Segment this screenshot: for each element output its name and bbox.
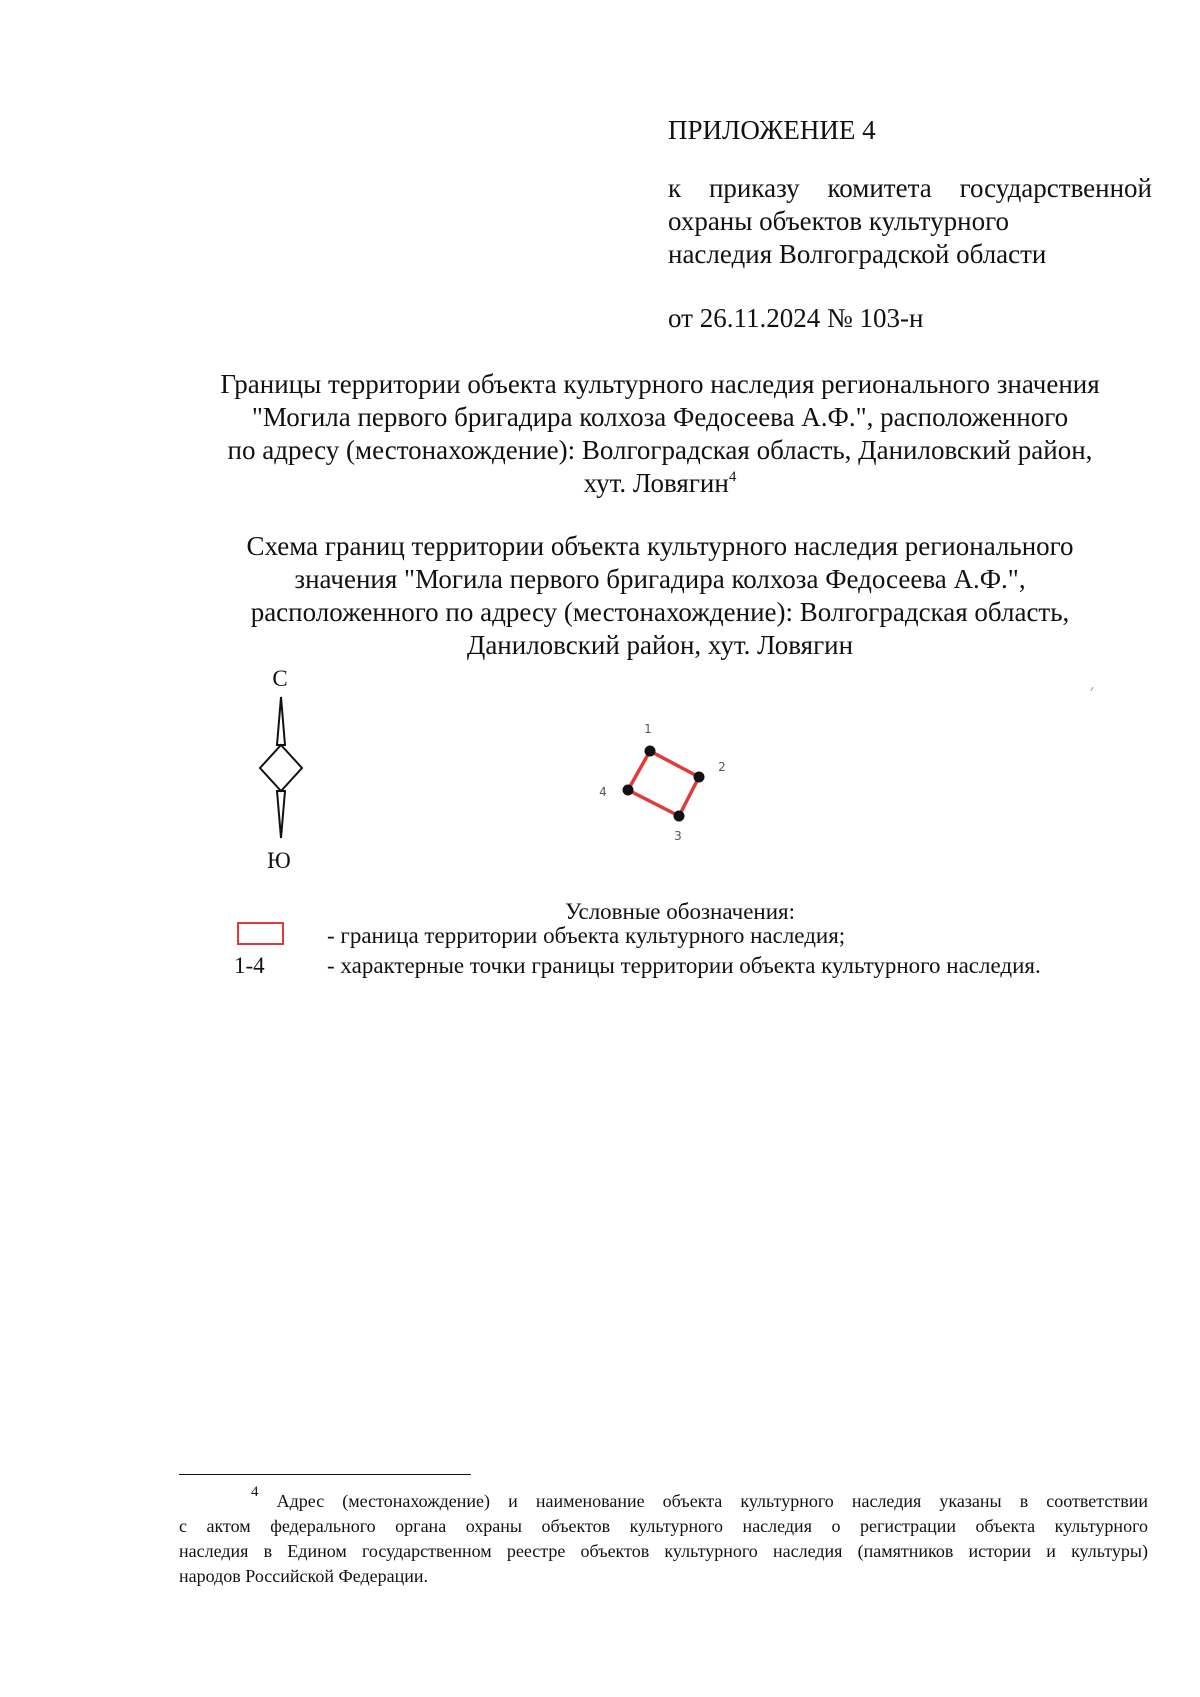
scheme-title-line-1: Схема границ территории объекта культурного наследия регионального — [246, 531, 1074, 561]
footnote-separator — [179, 1474, 471, 1475]
scan-artifact — [1091, 687, 1093, 691]
compass-north-label: С — [272, 666, 288, 691]
footnote-line-1 — [179, 1484, 1149, 1514]
south-arrow-icon — [277, 791, 285, 838]
legend-points-text: - характерные точки границы территории объекта культурного наследия. — [327, 953, 1041, 978]
compass-south-label: Ю — [267, 848, 291, 873]
legend-points-symbol: 1-4 — [234, 953, 265, 978]
compass-diamond-icon — [260, 745, 302, 791]
boundary-point-label-2: 2 — [718, 760, 726, 774]
boundary-point-4 — [623, 785, 634, 796]
order-reference-line-2: охраны объектов культурного — [668, 206, 1009, 236]
footnote-line-1-text: Адрес (местонахождение) и наименование объекта культурного наследия указаны в соответствии — [276, 1491, 1149, 1511]
scheme-title-line-4: Даниловский район, хут. Ловягин — [466, 630, 854, 660]
boundary-point-1 — [645, 746, 656, 757]
legend-title: Условные обозначения: — [564, 899, 796, 924]
footnote — [179, 1484, 1149, 1589]
boundary-point-label-1: 1 — [644, 722, 652, 736]
boundary-point-label-4: 4 — [599, 785, 607, 799]
scheme-title-line-2: значения "Могила первого бригадира колхоза Федосеева А.Ф.", — [294, 564, 1026, 594]
footnote-line-2: с актом федерального органа охраны объектов культурного наследия о регистрации объекта культурного — [179, 1516, 1148, 1536]
boundary-point-label-3: 3 — [674, 829, 682, 843]
boundaries-title-line-2: "Могила первого бригадира колхоза Федосеева А.Ф.", расположенного — [251, 402, 1069, 432]
order-date-number: от 26.11.2024 № 103-н — [668, 303, 924, 333]
boundaries-title-line-1: Границы территории объекта культурного наследия регионального значения — [220, 369, 1100, 399]
order-reference-line-3: наследия Волгоградской области — [668, 239, 1047, 269]
footnote-line-4: народов Российской Федерации. — [179, 1566, 428, 1586]
boundary-point-2 — [694, 772, 705, 783]
north-arrow-icon — [277, 697, 285, 745]
appendix-title: ПРИЛОЖЕНИЕ 4 — [668, 115, 876, 145]
footnote-line-3: наследия в Едином государственном реестре объектов культурного наследия (памятников истории и культуры) — [179, 1541, 1148, 1561]
site-boundary — [599, 722, 726, 843]
legend-boundary-swatch — [237, 922, 284, 945]
footnote-marker: 4 — [251, 1484, 259, 1500]
legend-boundary-text: - граница территории объекта культурного наследия; — [327, 923, 846, 948]
boundaries-title-line-3: по адресу (местонахождение): Волгоградская область, Даниловский район, — [227, 435, 1093, 465]
scheme-title-line-3: расположенного по адресу (местонахождение): Волгоградская область, — [250, 597, 1070, 627]
order-reference-line-1: к приказу комитета государственной — [668, 173, 1152, 203]
compass-rose — [260, 666, 302, 873]
boundaries-title-locality: хут. Ловягин — [583, 468, 729, 498]
boundary-point-3 — [674, 811, 685, 822]
boundary-polygon — [628, 751, 699, 816]
footnote-reference[interactable]: 4 — [728, 469, 737, 485]
